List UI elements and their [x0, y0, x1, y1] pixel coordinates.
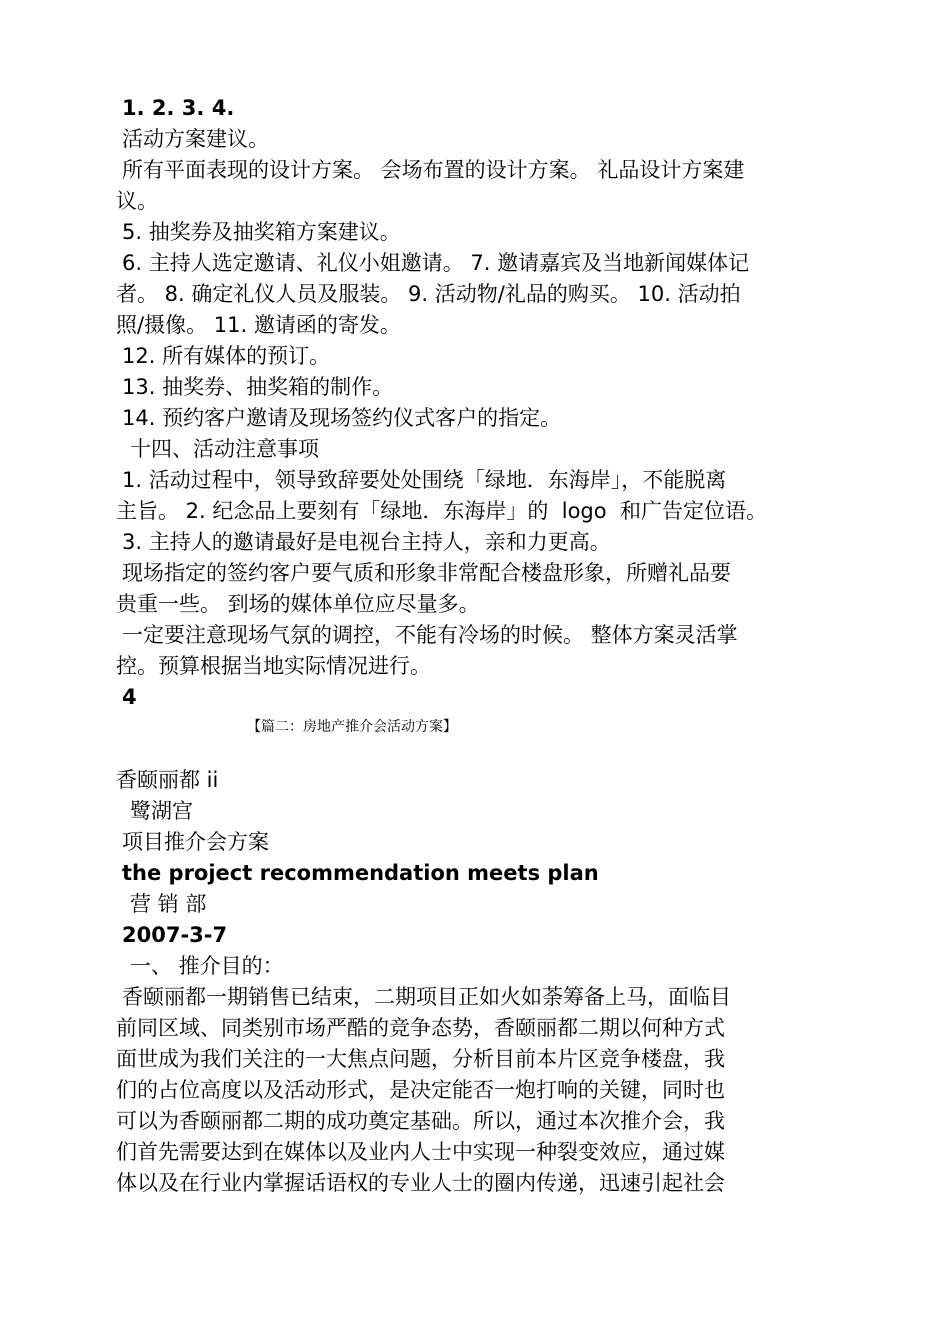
date: 2007-3-7: [122, 923, 228, 947]
text-line: 12. 所有媒体的预订。: [122, 344, 331, 368]
text-line: 议。: [116, 189, 158, 213]
text-line: 面世成为我们关注的一大焦点问题，分析目前本片区竞争楼盘，我: [116, 1047, 725, 1071]
text-line: 体以及在行业内掌握话语权的专业人士的圈内传递，迅速引起社会: [116, 1171, 725, 1195]
section-heading: 一、 推介目的：: [130, 954, 284, 978]
article-caption: 【篇二：房地产推介会活动方案】: [247, 719, 457, 735]
page-number: 4: [122, 685, 137, 709]
text-line: 贵重一些。 到场的媒体单位应尽量多。: [116, 592, 480, 616]
text-line: 1. 活动过程中，领导致辞要处处围绕「绿地．东海岸」，不能脱离: [122, 468, 727, 492]
text-line: 们首先需要达到在媒体以及业内人士中实现一种裂变效应，通过媒: [116, 1140, 725, 1164]
text-line: 者。 8. 确定礼仪人员及服装。 9. 活动物/礼品的购买。 10. 活动拍: [116, 282, 741, 306]
text-line: 主旨。 2. 纪念品上要刻有「绿地．东海岸」的 logo 和广告定位语。: [116, 499, 767, 523]
text-line: 可以为香颐丽都二期的成功奠定基础。所以，通过本次推介会，我: [116, 1109, 725, 1133]
plan-title-english: the project recommendation meets plan: [122, 861, 599, 885]
text-line: 前同区域、同类别市场严酷的竞争态势，香颐丽都二期以何种方式: [116, 1016, 725, 1040]
text-line: 活动方案建议。: [122, 127, 269, 151]
project-title: 香颐丽都 ii: [116, 768, 219, 792]
text-line: 现场指定的签约客户要气质和形象非常配合楼盘形象，所赠礼品要: [122, 561, 731, 585]
text-line: 一定要注意现场气氛的调控，不能有冷场的时候。 整体方案灵活掌: [122, 623, 738, 647]
text-line: 照/摄像。 11. 邀请函的寄发。: [116, 313, 401, 337]
text-line: 所有平面表现的设计方案。 会场布置的设计方案。 礼品设计方案建: [122, 158, 745, 182]
text-line: 13. 抽奖券、抽奖箱的制作。: [122, 375, 394, 399]
plan-title: 项目推介会方案: [122, 830, 269, 854]
text-line: 控。预算根据当地实际情况进行。: [116, 654, 431, 678]
text-line: 们的占位高度以及活动形式，是决定能否一炮打响的关键，同时也: [116, 1078, 725, 1102]
department: 营 销 部: [130, 892, 207, 916]
text-line: 5. 抽奖券及抽奖箱方案建议。: [122, 220, 401, 244]
text-line: 3. 主持人的邀请最好是电视台主持人，亲和力更高。: [122, 530, 611, 554]
text-line: 6. 主持人选定邀请、礼仪小姐邀请。 7. 邀请嘉宾及当地新闻媒体记: [122, 251, 750, 275]
text-line: 14. 预约客户邀请及现场签约仪式客户的指定。: [122, 406, 562, 430]
section-heading: 十四、活动注意事项: [130, 437, 319, 461]
text-line: 1. 2. 3. 4.: [122, 96, 235, 120]
project-subtitle: 鹭湖宫: [130, 799, 193, 823]
text-line: 香颐丽都一期销售已结束，二期项目正如火如荼筹备上马，面临目: [122, 985, 731, 1009]
